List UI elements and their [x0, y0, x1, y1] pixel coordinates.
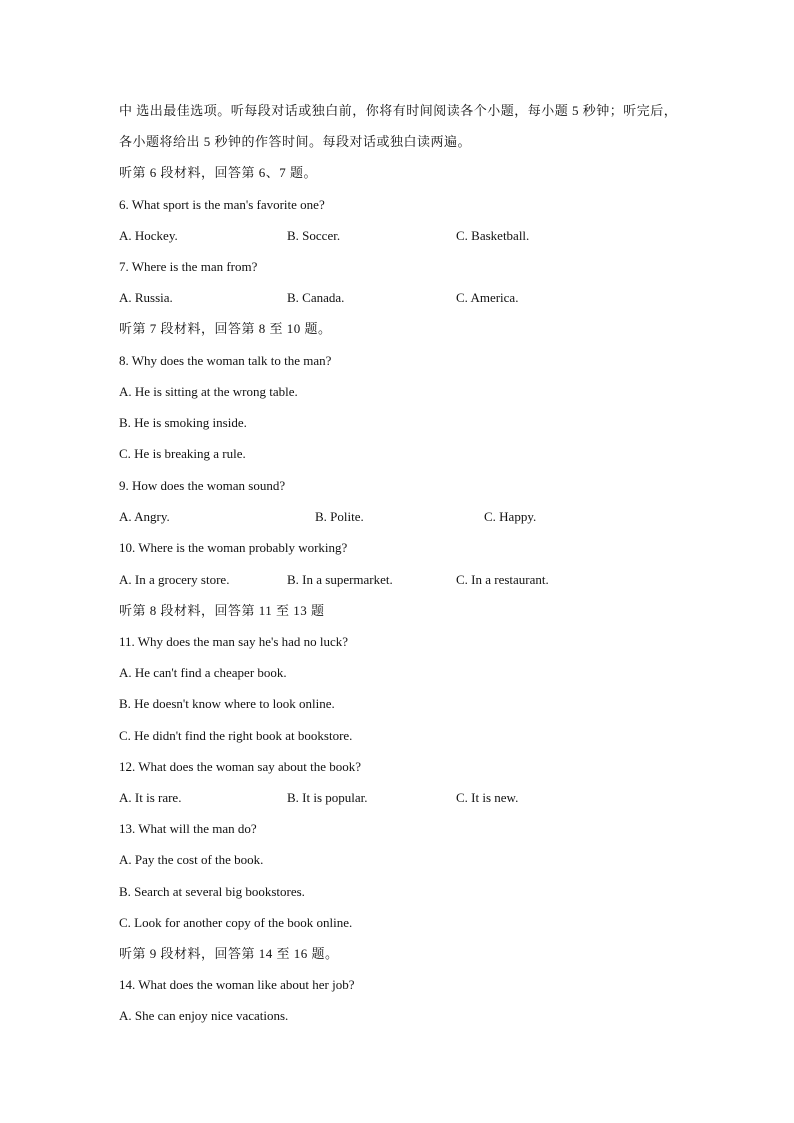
question-10-option-c: C. In a restaurant. [456, 572, 549, 587]
question-11-option-c: C. He didn't find the right book at bookstore. [119, 728, 353, 743]
question-6-option-c: C. Basketball. [456, 228, 530, 243]
instruction-line-2: 各小题将给出 5 秒钟的作答时间。每段对话或独白读两遍。 [119, 134, 472, 149]
question-14-stem: 14. What does the woman like about her job? [119, 977, 355, 992]
question-13-option-c: C. Look for another copy of the book online. [119, 915, 353, 930]
question-9-option-c: C. Happy. [484, 509, 537, 524]
question-6-stem: 6. What sport is the man's favorite one? [119, 197, 325, 212]
question-10-stem: 10. Where is the woman probably working? [119, 540, 348, 555]
question-13-option-b: B. Search at several big bookstores. [119, 884, 305, 899]
question-12-option-b: B. It is popular. [287, 790, 368, 805]
question-11-option-b: B. He doesn't know where to look online. [119, 696, 335, 711]
question-10-option-b: B. In a supermarket. [287, 572, 393, 587]
question-7-stem: 7. Where is the man from? [119, 259, 258, 274]
question-9-option-b: B. Polite. [315, 509, 364, 524]
question-8-stem: 8. Why does the woman talk to the man? [119, 353, 332, 368]
question-13-option-a: A. Pay the cost of the book. [119, 852, 264, 867]
question-14-option-a: A. She can enjoy nice vacations. [119, 1008, 289, 1023]
question-8-option-c: C. He is breaking a rule. [119, 446, 246, 461]
instruction-line-1: 中 选出最佳选项。听每段对话或独白前，你将有时间阅读各个小题，每小题 5 秒钟；听完后， [119, 103, 678, 118]
question-12-option-a: A. It is rare. [119, 790, 182, 805]
question-6-option-b: B. Soccer. [287, 228, 341, 243]
question-9-option-a: A. Angry. [119, 509, 170, 524]
question-13-stem: 13. What will the man do? [119, 821, 257, 836]
section-heading-6: 听第 6 段材料，回答第 6、7 题。 [119, 165, 318, 180]
section-heading-7: 听第 7 段材料，回答第 8 至 10 题。 [119, 321, 332, 336]
question-8-option-a: A. He is sitting at the wrong table. [119, 384, 298, 399]
question-7-option-b: B. Canada. [287, 290, 345, 305]
section-heading-9: 听第 9 段材料，回答第 14 至 16 题。 [119, 946, 339, 961]
question-7-option-c: C. America. [456, 290, 519, 305]
question-6-option-a: A. Hockey. [119, 228, 178, 243]
question-11-option-a: A. He can't find a cheaper book. [119, 665, 287, 680]
question-12-option-c: C. It is new. [456, 790, 519, 805]
question-10-option-a: A. In a grocery store. [119, 572, 230, 587]
question-7-option-a: A. Russia. [119, 290, 173, 305]
question-8-option-b: B. He is smoking inside. [119, 415, 247, 430]
section-heading-8: 听第 8 段材料，回答第 11 至 13 题 [119, 603, 325, 618]
question-11-stem: 11. Why does the man say he's had no luck? [119, 634, 349, 649]
question-12-stem: 12. What does the woman say about the book? [119, 759, 362, 774]
question-9-stem: 9. How does the woman sound? [119, 478, 286, 493]
